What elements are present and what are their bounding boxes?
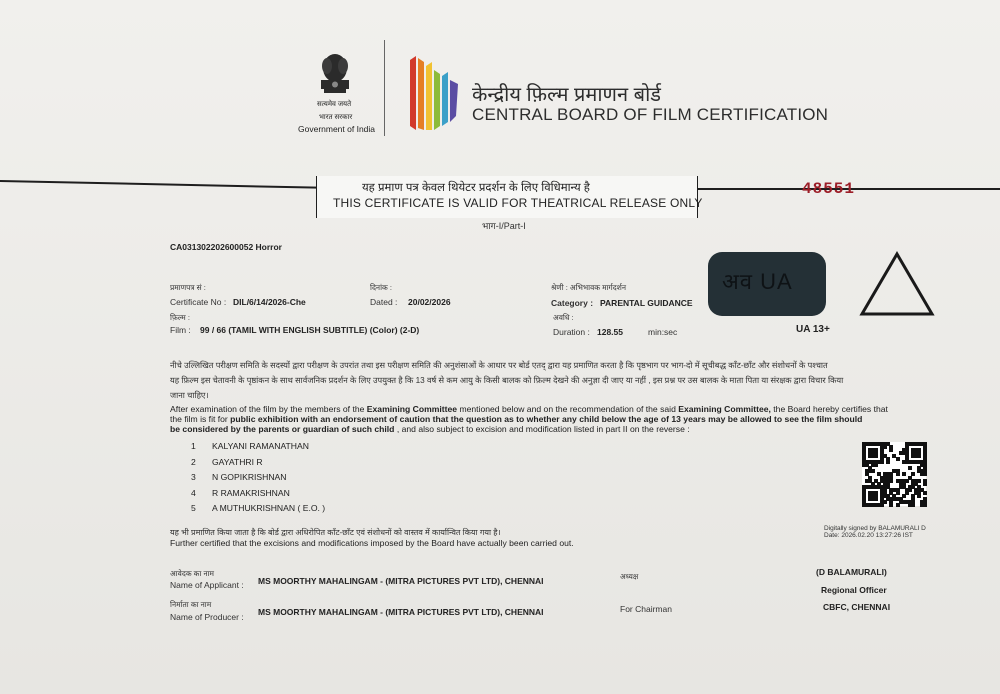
- english-line-1: [170, 404, 888, 414]
- qr-module: [889, 448, 893, 452]
- applicant-value: MS MOORTHY MAHALINGAM - (MITRA PICTURES PVT LTD), CHENNAI: [258, 576, 544, 586]
- duration-label: Duration :: [553, 327, 590, 337]
- producer-label: Name of Producer :: [170, 612, 244, 622]
- qr-module: [917, 454, 921, 458]
- applicant-label: Name of Applicant :: [170, 580, 244, 590]
- qr-module: [896, 457, 900, 461]
- further-hindi: यह भी प्रमाणित किया जाता है कि बोर्ड द्वारा अधिरोपित काँट-छाँट एवं संशोधनों को वास्तव में कार्यान्वित किया गया है।: [170, 528, 501, 537]
- valid-english: THIS CERTIFICATE IS VALID FOR THEATRICAL RELEASE ONLY: [333, 196, 703, 210]
- left-rule: [0, 180, 318, 189]
- qr-module: [923, 482, 927, 486]
- en-text: be considered by the parents or guardian of such child: [170, 424, 395, 434]
- gov-hindi: भारत सरकार: [319, 114, 353, 121]
- qr-module: [923, 503, 927, 507]
- cert-no-label: Certificate No :: [170, 297, 227, 307]
- cbfc-logo-icon: [406, 52, 464, 134]
- en-text: , and also subject to excision and modification listed in part II on the reverse :: [394, 424, 690, 434]
- committee-number: 3: [191, 472, 196, 482]
- rating-hindi: अव: [722, 269, 754, 294]
- qr-module: [889, 503, 893, 507]
- qr-module: [874, 497, 878, 501]
- rating-text: [722, 266, 793, 296]
- film-label: Film :: [170, 325, 191, 335]
- qr-module: [874, 463, 878, 467]
- officer-office: CBFC, CHENNAI: [823, 602, 891, 612]
- committee-number: 2: [191, 456, 196, 467]
- duration-unit: min:sec: [648, 327, 678, 337]
- duration-hindi: अवधि :: [553, 313, 574, 322]
- chairman-hindi: अध्यक्ष: [620, 572, 639, 581]
- qr-module: [886, 460, 890, 464]
- applicant-hindi: आवेदक का नाम: [170, 569, 215, 578]
- film-value: 99 / 66 (TAMIL WITH ENGLISH SUBTITLE) (Color) (2-D): [200, 325, 420, 335]
- committee-number: 5: [191, 503, 196, 513]
- committee-member: A MUTHUKRISHNAN ( E.O. ): [212, 503, 326, 513]
- qr-module: [908, 466, 912, 470]
- committee-member: KALYANI RAMANATHAN: [212, 441, 309, 451]
- committee-number: 4: [191, 487, 196, 498]
- en-text: Examining Committee: [366, 404, 458, 414]
- producer-value: MS MOORTHY MAHALINGAM - (MITRA PICTURES PVT LTD), CHENNAI: [258, 607, 544, 617]
- reference-code: CA031302202600052 Horror: [170, 242, 282, 252]
- committee-member: GAYATHRI R: [212, 456, 263, 467]
- date-value: 20/02/2026: [408, 297, 451, 307]
- en-text: public exhibition with an endorsement of caution that the question as to whether any child below the age of 13 years may be allowed to see the film should: [230, 414, 863, 424]
- banner-left-edge: [316, 176, 317, 218]
- hindi-para-1: नीचे उल्लिखित परीक्षण समिति के सदस्यों द्वारा परीक्षण के उपरांत तथा इस परीक्षण समिति की अनुशंसाओं के आधार पर बोर्ड एतद् द्वारा यह प्रमाणित करता है कि पृष्ठभाग पर भाग-दो में सूचीबद्ध काँट-छाँट और संशोधनों के पश्चात: [170, 361, 828, 370]
- committee-number: 1: [191, 441, 196, 451]
- qr-module: [871, 469, 875, 473]
- triangle-symbol-icon: [858, 250, 936, 318]
- emblem-motto: सत्यमेव जयते: [317, 101, 352, 108]
- committee-member: R RAMAKRISHNAN: [212, 487, 290, 498]
- category-value: PARENTAL GUIDANCE: [600, 298, 693, 308]
- category-hindi: श्रेणी : अभिभावक मार्गदर्शन: [551, 283, 626, 292]
- officer-title: Regional Officer: [821, 585, 887, 595]
- qr-module: [896, 503, 900, 507]
- en-text: After examination of the film by the members of the: [170, 404, 367, 414]
- serial-number: 48551: [802, 180, 856, 198]
- qr-module: [917, 494, 921, 498]
- rating-english: UA: [760, 269, 793, 294]
- board-title-english: CENTRAL BOARD OF FILM CERTIFICATION: [472, 105, 829, 124]
- national-emblem-icon: [313, 50, 357, 106]
- committee-member: N GOPIKRISHNAN: [212, 472, 287, 482]
- en-text: the film is fit for: [170, 414, 231, 424]
- qr-module: [874, 454, 878, 458]
- producer-hindi: निर्माता का नाम: [170, 600, 212, 609]
- header-divider: [384, 40, 385, 136]
- qr-module: [911, 503, 915, 507]
- board-title-hindi: केन्द्रीय फ़िल्म प्रमाणन बोर्ड: [472, 84, 661, 106]
- qr-module: [880, 460, 884, 464]
- qr-code: [862, 442, 926, 506]
- gov-english: Government of India: [298, 124, 376, 134]
- further-english: Further certified that the excisions and modifications imposed by the Board have actually been carried out.: [170, 538, 574, 548]
- rating-age: UA 13+: [796, 324, 830, 335]
- date-label: Dated :: [370, 297, 398, 307]
- category-label: Category :: [551, 298, 594, 308]
- qr-module: [880, 503, 884, 507]
- part-label: भाग-I/Part-I: [482, 221, 526, 231]
- digital-sign-line-2: Date: 2026.02.20 13:27:26 IST: [824, 532, 913, 539]
- film-hindi: फ़िल्म :: [170, 313, 190, 322]
- en-text: the Board hereby certifies that: [770, 404, 888, 414]
- cert-no-value: DIL/6/14/2026-Che: [233, 297, 306, 307]
- for-chairman: For Chairman: [620, 604, 672, 614]
- digital-sign-line-1: Digitally signed by BALAMURALI D: [824, 525, 926, 532]
- valid-hindi: यह प्रमाण पत्र केवल थियेटर प्रदर्शन के लिए विधिमान्य है: [362, 182, 590, 194]
- en-text: mentioned below and on the recommendation of the said: [457, 404, 679, 414]
- officer-name: (D BALAMURALI): [816, 567, 887, 577]
- hindi-para-3: जाना चाहिए।: [170, 391, 209, 400]
- english-line-3: [170, 424, 690, 434]
- duration-value: 128.55: [597, 327, 623, 337]
- date-hindi: दिनांक :: [370, 283, 392, 292]
- cert-no-hindi: प्रमाणपत्र सं :: [170, 283, 206, 292]
- en-text: Examining Committee,: [678, 404, 771, 414]
- hindi-para-2: यह फ़िल्म इस चेतावनी के पृष्ठांकन के साथ सार्वजनिक प्रदर्शन के लिए उपयुक्त है कि 13 वर्ष से कम आयु के किसी बालक को फ़िल्म देखने की अनुज्ञा दी जाए या नहीं , इस प्रश्न पर उस बालक के माता पिता या संरक्षक द्वारा विचार किया: [170, 376, 844, 385]
- qr-module: [896, 472, 900, 476]
- qr-module: [923, 491, 927, 495]
- qr-module: [923, 472, 927, 476]
- qr-module: [902, 472, 906, 476]
- english-line-2: [170, 414, 862, 424]
